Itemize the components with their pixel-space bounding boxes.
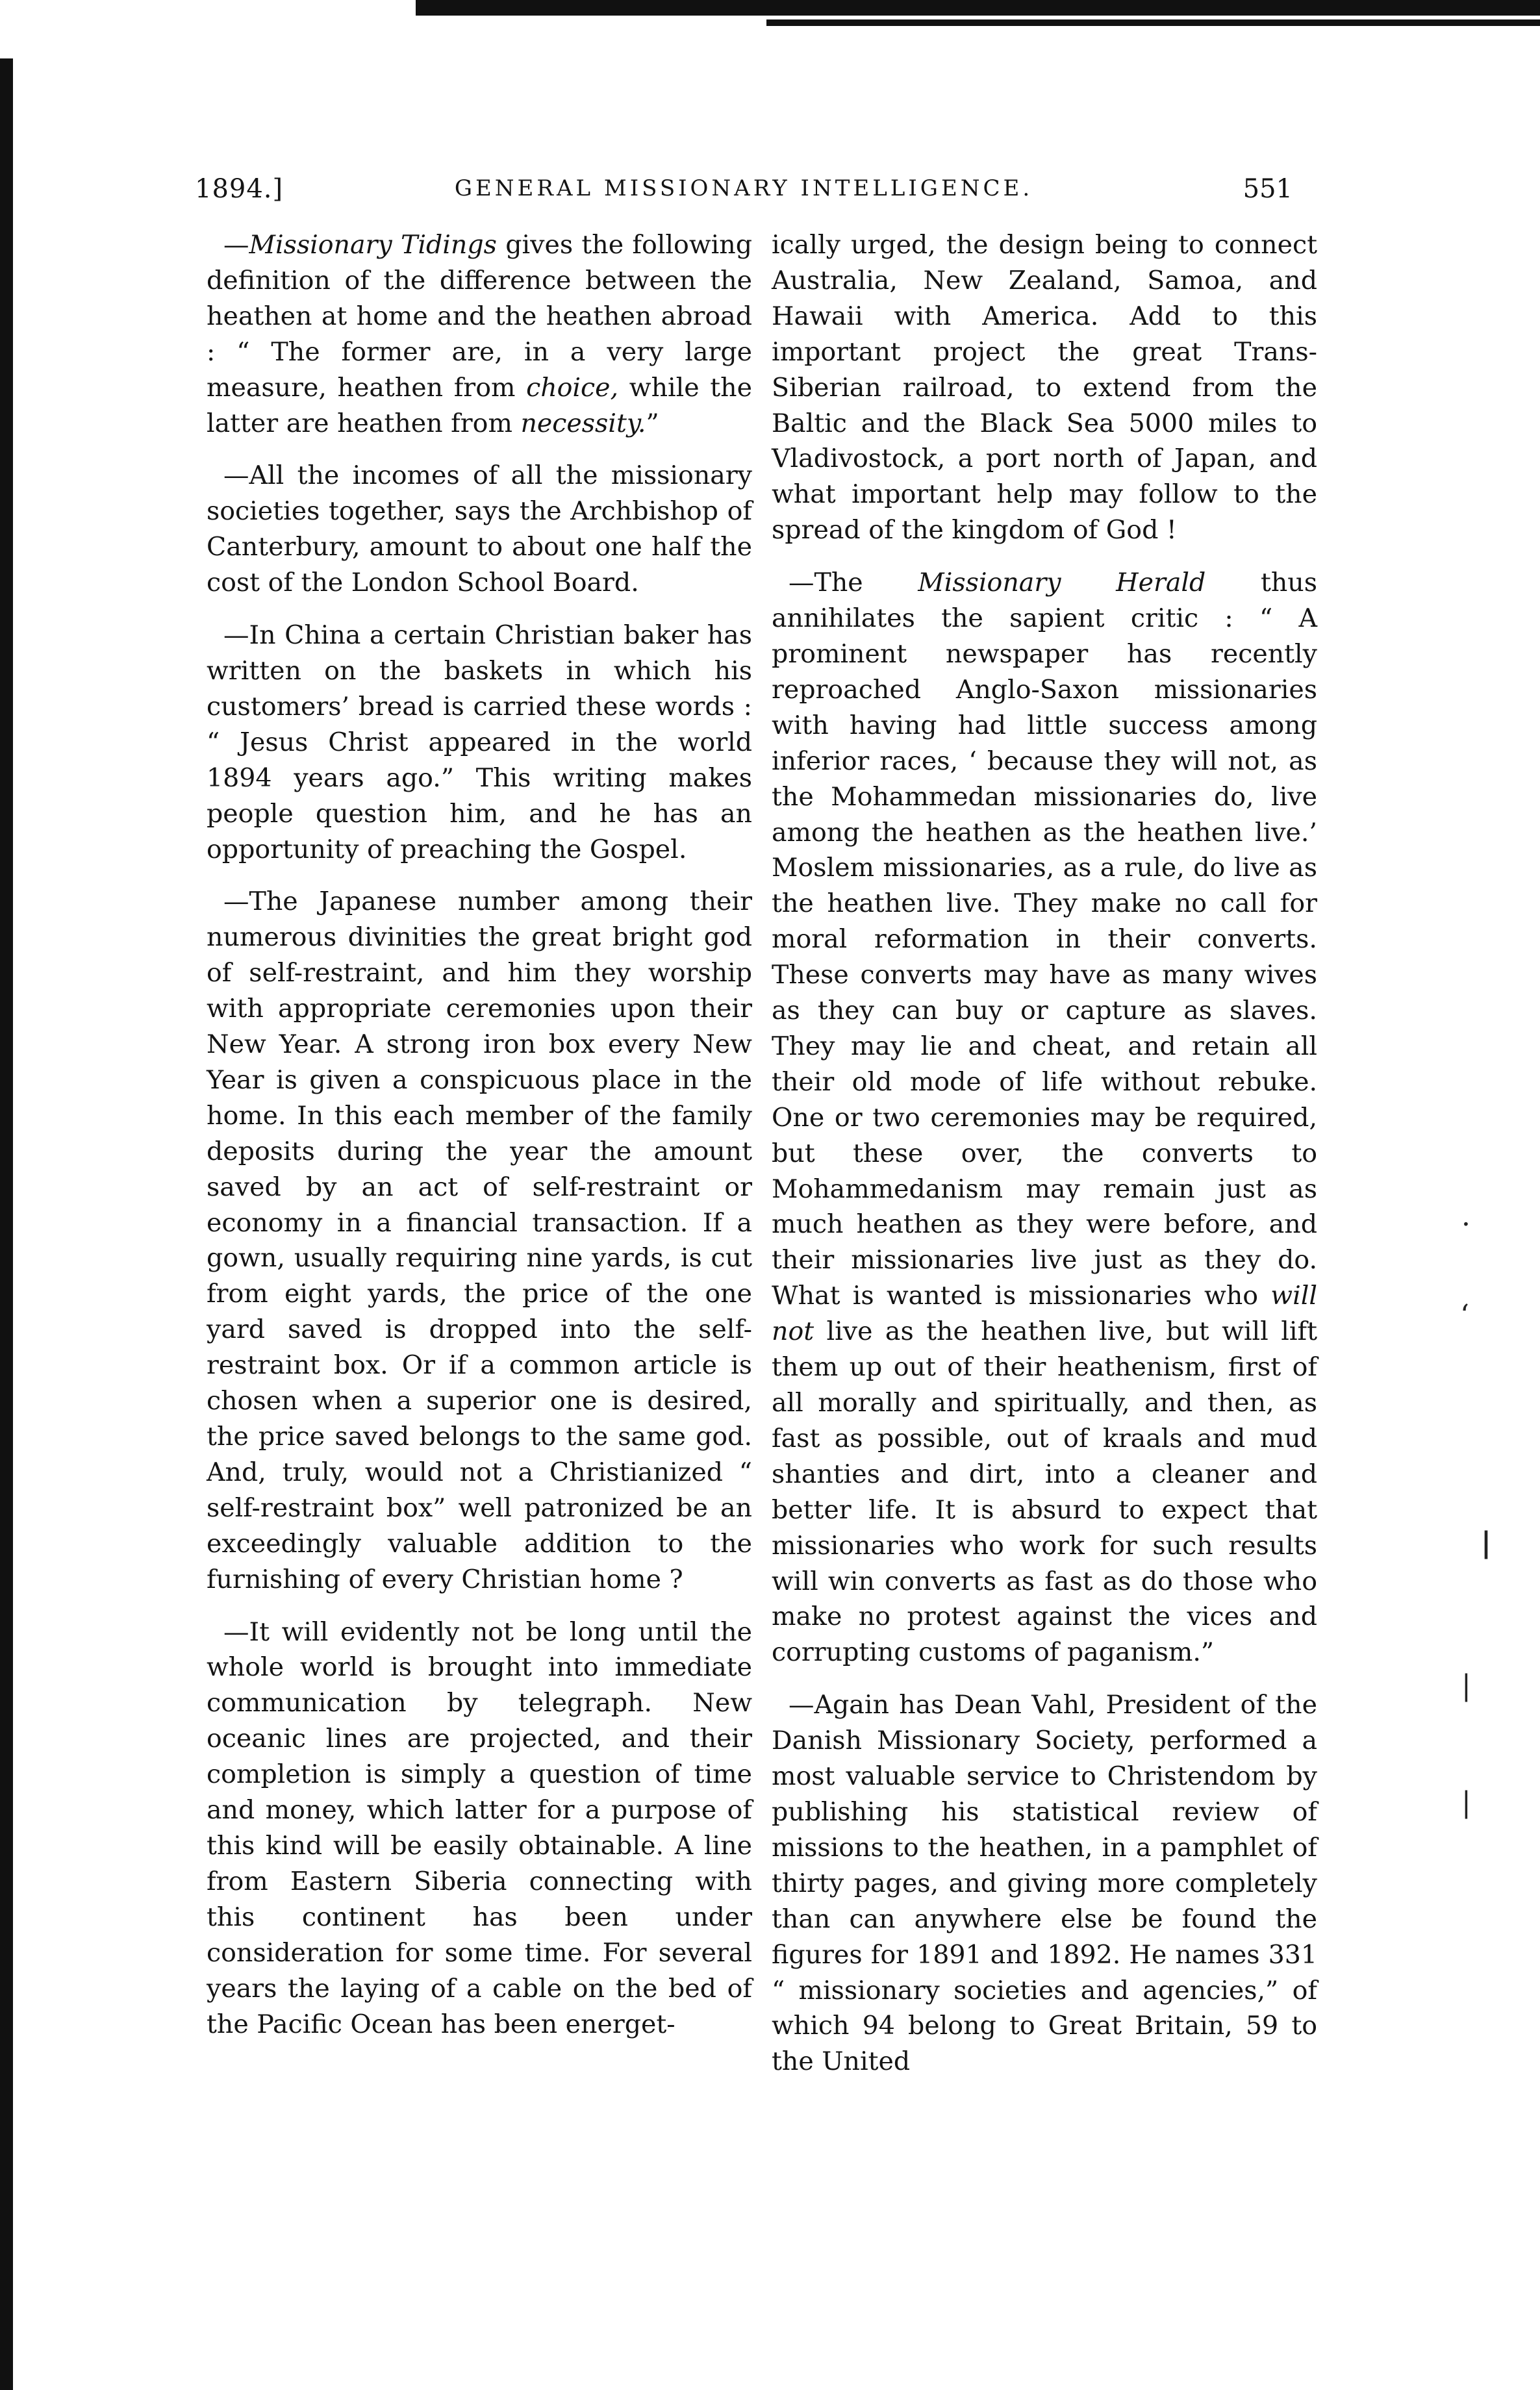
running-title: GENERAL MISSIONARY INTELLIGENCE. [454, 175, 1033, 201]
top-border-rule-secondary [766, 19, 1540, 26]
header-year: 1894.] [195, 174, 284, 204]
paragraph-dean-vahl: —Again has Dean Vahl, President of the Danish Missionary Society, performed a most valuable service to Christendom by publishing his statistical review of missions to the heathen, in a pamphlet of thirty pages, and giving more completely than can anywhere else be found the figures for 1891 and 1892. He names 331 “ missionary societies and agencies,” of which 94 belong to Great Britain, 59 to the United [772, 1690, 1317, 2077]
emphasis-choice: choice, [526, 372, 619, 403]
paragraph-china-baker: —In China a certain Christian baker has written on the baskets in which his customers’ bread is carried these words : “ Jesus Christ appeared in the world 1894 years ago.” This writing makes people question him, and he has an opportunity of preaching the Gospel. [207, 620, 752, 864]
emphasis-necessity: necessity. [520, 408, 646, 438]
paragraph-dash: — [223, 230, 249, 260]
paragraph-missionary-herald [772, 565, 1317, 1670]
left-column [207, 227, 752, 2059]
page-number: 551 [1243, 174, 1293, 204]
paragraph-dash: —The [789, 568, 918, 598]
scan-mark: · [1461, 1208, 1471, 1241]
paragraph-japanese-self-restraint: —The Japanese number among their numerous divinities the great bright god of self-restraint, and him they worship with appropriate ceremonies upon their New Year. A strong iron box every New Year is given a conspicuous place in the home. In this each member of the family deposits during the year the amount saved by an act of self-restraint or economy in a financial transaction. If a gown, usually requiring nine yards, is cut from eight yards, the price of the one yard saved is dropped into the self-restraint box. Or if a common article is chosen when a superior one is desired, the price saved belongs to the same god. And, truly, would not a Christianized “ self-restraint box” well patronized be an exceedingly valuable addition to the furnishing of every Christian home ? [207, 887, 752, 1594]
paragraph-text: ” [646, 408, 659, 438]
paragraph-missionary-tidings [207, 227, 752, 441]
margin-scan-artifacts [1455, 1201, 1520, 2306]
scan-mark: | [1461, 1669, 1471, 1702]
left-binding-edge [0, 58, 13, 2390]
publication-title: Missionary Tidings [249, 230, 497, 260]
scan-mark: | [1481, 1526, 1492, 1559]
paragraph-text: live as the heathen live, but will lift them up out of their heathenism, first of all morally and spiritually, and then, as fast as possible, out of kraals and mud shanties and dirt, into a cleaner and better life. It is absurd to expect that missionaries who work for such results will win converts as fast as do those who make no protest against the vices and corrupting customs of paganism.” [772, 1316, 1317, 1668]
paragraph-text: gives the following definition of the difference between the heathen at home and the heathen abroad : “ The former are, in a very large measure, heathen from [207, 230, 753, 403]
page-header [195, 174, 1293, 213]
paragraph-text: thus annihilates the sapient critic : “ A prominent newspaper has recently reproached Anglo-Saxon missionaries with having had little success among inferior races, ‘ because they will not, as the Mohammedan missionaries do, live among the heathen as the heathen live.’ Moslem missionaries, as a rule, do live as the heathen live. They make no call for moral reformation in their converts. These converts may have as many wives as they can buy or capture as slaves. They may lie and cheat, and retain all their old mode of life without rebuke. One or two ceremonies may be required, but these over, the converts to Mohammedanism may remain just as much heathen as they were before, and their missionaries live just as they do. What is wanted is missionaries who [772, 568, 1317, 1311]
paragraph-text: while the latter are heathen from [207, 372, 752, 438]
scan-mark: | [1461, 1786, 1471, 1819]
emphasis-will-not: will not [772, 1281, 1317, 1347]
publication-title: Missionary Herald [918, 568, 1206, 598]
top-border-rule [416, 0, 1540, 16]
paragraph-cable-continued: ically urged, the design being to connect Australia, New Zealand, Samoa, and Hawaii with America. Add to this important project the great Trans-Siberian railroad, to extend from the Baltic and the Black Sea 5000 miles to Vladivostock, a port north of Japan, and what important help may follow to the spread of the kingdom of God ! [772, 230, 1317, 546]
scan-mark: ʻ [1460, 1299, 1469, 1332]
paragraph-archbishop: —All the incomes of all the missionary societies together, says the Archbishop of Canterbury, amount to about one half the cost of the London School Board. [207, 460, 752, 598]
paragraph-telegraph: —It will evidently not be long until the whole world is brought into immediate communication by telegraph. New oceanic lines are projected, and their completion is simply a question of time and money, which latter for a purpose of this kind will be easily obtainable. A line from Eastern Siberia connecting with this continent has been under consideration for some time. For several years the laying of a cable on the bed of the Pacific Ocean has been energet- [207, 1616, 752, 2039]
right-column [772, 227, 1317, 2096]
